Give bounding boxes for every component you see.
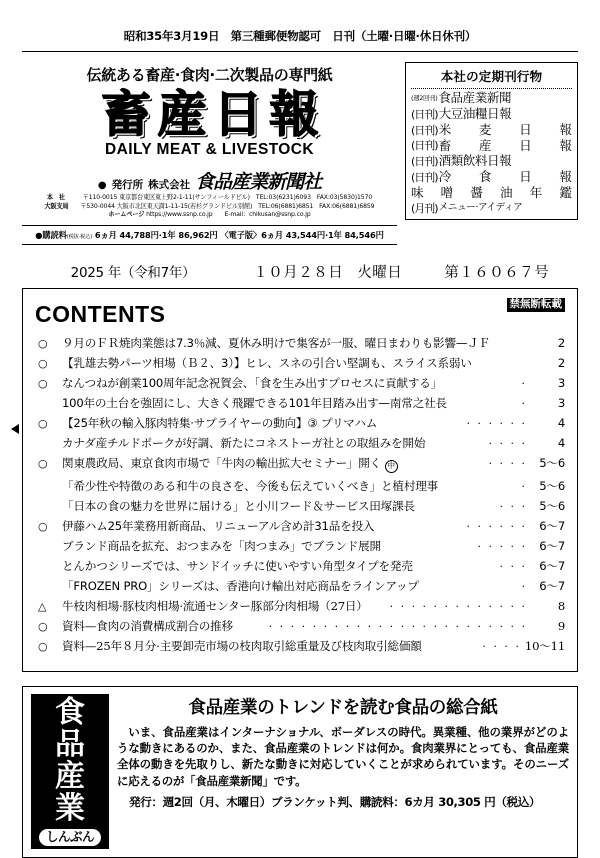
tagline: 伝統ある畜産·食肉·二次製品の専門紙 — [86, 66, 333, 84]
publication-name: 酒類飲料日報 — [438, 153, 512, 169]
publication-item[interactable] — [411, 121, 572, 137]
price-tax-note: (税抜·税込) — [66, 233, 93, 240]
contents-header — [35, 297, 565, 328]
dateline-year: 2025 年（令和7年） — [70, 264, 196, 281]
toc-page-number: 6〜7 — [539, 559, 565, 574]
toc-page-number: 6〜7 — [539, 579, 565, 594]
toc-entry-title: 【25年秋の輸入豚肉特集·サプライヤーの動向】③ プリマハム — [62, 415, 378, 430]
publication-item[interactable] — [411, 105, 572, 121]
publication-item[interactable] — [411, 92, 572, 105]
advertisement-box[interactable] — [22, 686, 578, 858]
toc-entry-title: 「希少性や特徴のある和牛の良さを、今後も伝えていくべき」と植村理事 — [62, 479, 438, 494]
dateline-date: １０月２８日 — [253, 264, 344, 281]
toc-leader-dots: · — [521, 377, 527, 389]
publication-name: 大豆油糧日報 — [438, 105, 512, 121]
toc-bullet-icon: ○ — [38, 336, 48, 350]
toc-leader-dots: · · · · · — [477, 541, 527, 553]
address-web-label: ホームページ — [108, 210, 145, 219]
toc-entry[interactable] — [35, 601, 565, 613]
toc-page-number: 4 — [557, 415, 565, 430]
publisher-row — [22, 167, 397, 194]
toc-page-number: 9 — [557, 619, 565, 634]
toc-page-number: 6〜7 — [539, 519, 565, 534]
toc-leader-dots: · · · · — [482, 641, 521, 652]
publication-frequency: (週2回刊) — [411, 94, 438, 103]
toc-page-number: 4 — [557, 435, 565, 450]
publication-name-char: 米 — [438, 121, 452, 137]
toc-entry-title: 関東農政局、東京食肉市場で「牛肉の輸出拡大セミナー」開く 中 — [62, 458, 398, 473]
toc-leader-dots: · · · · · · — [466, 521, 527, 533]
toc-page-number: 10〜11 — [524, 639, 565, 653]
address-head-label: 本 社 — [46, 193, 65, 202]
publication-name-char: 畜 — [438, 137, 452, 153]
publisher-label: 発行所 — [111, 178, 144, 191]
toc-entry-title: 【乳雄去勢パーツ相場（Ｂ２、3）】ヒレ、スネの引合い堅調も、スライス系弱い — [62, 355, 472, 370]
publication-name-char: 噌 — [440, 184, 454, 200]
toc-leader-dots: · · · · — [488, 457, 527, 469]
publication-name — [411, 184, 572, 200]
publication-name — [438, 121, 572, 137]
publisher-name: 食品産業新聞社 — [195, 170, 322, 193]
toc-page-number: 2 — [557, 335, 565, 350]
publication-name-char: 報 — [559, 169, 572, 185]
toc-leader-dots: · · · · · · · · · · · · · — [389, 601, 527, 613]
publication-item[interactable] — [411, 137, 572, 153]
ad-paragraph: いま、食品産業はインターナショナル、ボーダレスの時代。異業種、他の業界がどのような動きにあるのか、また、食品産業のトレンドは何か。食肉業界にとっても、食品産業全体の動きを先取りし、新たな動きに対応していくことが求められています。そのニーズに応えるのが「食品産業新聞」です。 — [117, 724, 569, 788]
publication-name-char: 味 — [411, 184, 424, 200]
toc-entry[interactable] — [35, 355, 565, 370]
publication-name-char: 日 — [519, 169, 532, 185]
toc-entry-title: ９月のＦＲ焼肉業態は7.3％減、夏休み明けで集客が一服、曜日まわりも影響—ＪＦ — [62, 335, 491, 350]
toc-entry[interactable] — [35, 501, 565, 513]
publication-name-char: 冷 — [438, 169, 452, 185]
ad-body — [117, 694, 569, 849]
toc-entry[interactable] — [35, 581, 565, 593]
toc-bullet-icon: ○ — [38, 520, 48, 534]
toc-entry[interactable] — [35, 541, 565, 553]
contents-box — [22, 288, 578, 672]
address-head-office — [22, 194, 397, 203]
publication-name-char: 年 — [529, 184, 543, 200]
price-label: ●購読料 — [35, 229, 67, 240]
toc-entry[interactable] — [35, 395, 565, 410]
publisher-company-type: 株式会社 — [148, 178, 191, 191]
toc-bullet-icon: ○ — [38, 416, 48, 430]
publications-list — [411, 92, 572, 213]
toc-leader-dots: · · · · · · · · · · · · · · · · · · · · · · · · — [268, 621, 527, 633]
publication-item[interactable] — [411, 155, 572, 168]
address-web — [22, 211, 397, 220]
masthead-left — [22, 60, 405, 245]
publication-name-char: 報 — [559, 137, 572, 153]
toc-leader-dots: · — [521, 397, 527, 409]
publication-frequency: (月刊) — [411, 201, 438, 215]
toc-entry-title: カナダ産チルドポークが好調、新たにコネストーガ社との取組みを開始 — [62, 435, 426, 450]
publication-name-char: 日 — [519, 137, 532, 153]
publication-name-char: 醤 — [470, 184, 483, 200]
publication-frequency: (日刊) — [411, 155, 438, 169]
publication-name-char: 麦 — [478, 121, 492, 137]
publication-frequency: (日刊) — [411, 139, 438, 153]
address-head-value: 〒110-0015 東京都台東区東上野2-1-11(サンフィールドビル) TEL:03(6231)6093 FAX:03(5830)1570 — [82, 193, 373, 202]
toc-entry-title: 資料—食肉の消費構成割合の推移 — [62, 619, 233, 634]
publication-name-char: 日 — [519, 121, 532, 137]
toc-entry-title: 「日本の食の魅力を世界に届ける」と小川フード＆サービス田塚課長 — [62, 499, 415, 514]
toc-leader-dots: · · · · — [488, 437, 527, 449]
left-pointer-icon — [11, 424, 19, 434]
publications-box — [405, 62, 578, 220]
status-badge: 禁無断転載 — [507, 298, 566, 313]
toc-page-number: 8 — [557, 599, 565, 614]
toc-bullet-icon: ○ — [38, 620, 48, 634]
toc-page-number: 5〜6 — [539, 455, 565, 470]
toc-entry[interactable] — [35, 561, 565, 573]
price-divider-bottom — [22, 244, 397, 245]
publications-title: 本社の定期刊行物 — [411, 67, 572, 89]
toc-leader-dots: · · · — [499, 501, 527, 513]
price-divider-top — [22, 225, 397, 226]
toc-entry[interactable] — [35, 375, 565, 390]
toc-page-number: 5〜6 — [539, 499, 565, 514]
toc-page-number: 3 — [557, 395, 565, 410]
ad-logo — [31, 694, 109, 849]
bullet-icon: ● — [97, 179, 107, 191]
toc-entry[interactable] — [35, 641, 565, 653]
price-digital-label: 〈電子版〉 — [220, 229, 262, 240]
toc-leader-dots: · · · · · · — [466, 417, 527, 429]
publication-name — [438, 171, 572, 184]
toc-page-number: 3 — [557, 375, 565, 390]
toc-leader-dots: · — [521, 581, 527, 593]
toc-entry-title: 資料—25年８月分·主要卸売市場の枝肉取引総重量及び枝肉取引総価額 — [62, 639, 422, 653]
publication-name-char: 食 — [478, 169, 492, 185]
ad-footer-info: 発行：週2回（月、木曜日）ブランケット判、購読料：6カ月 30,305 円（税込） — [129, 794, 541, 809]
publication-name-char: 油 — [500, 184, 513, 200]
publication-name: 食品産業新聞 — [438, 90, 511, 106]
page-title: 畜産日報 — [101, 86, 326, 143]
publication-item[interactable] — [411, 184, 572, 200]
publication-item[interactable] — [411, 171, 572, 184]
toc-entry[interactable] — [35, 435, 565, 450]
publication-name — [438, 137, 572, 153]
toc-entry[interactable] — [35, 621, 565, 633]
address-osaka-label: 大阪支局 — [44, 202, 69, 210]
price-digital: 6ヵ月 43,544円·1年 84,546円 — [261, 229, 384, 240]
toc-entry-title: 「FROZEN PRO」シリーズは、香港向け輸出対応商品をラインアップ — [62, 579, 419, 594]
table-of-contents — [35, 335, 565, 653]
toc-entry-title: 牛枝肉相場·豚枝肉相場·流通センター豚部分肉相場（27日） — [62, 599, 368, 614]
toc-leader-dots: · — [521, 481, 527, 493]
toc-entry-title: なんつねが創業100周年記念祝賀会、「食を生み出すプロセスに貢献する」 — [62, 375, 443, 390]
masthead — [22, 52, 578, 245]
ad-logo-pill: しんぶん — [39, 829, 101, 846]
subscription-price — [22, 229, 397, 241]
address-osaka-value: 〒530-0044 大阪市北区東天満1-11-15(若杉グランドビル別館) TEL:06(6881)6851 FAX:06(6881)6859 — [80, 202, 375, 210]
publication-frequency: (日刊) — [411, 123, 438, 137]
publication-name-char: 鑑 — [559, 184, 572, 200]
ad-logo-char: 食 — [55, 694, 85, 730]
dateline — [0, 261, 600, 282]
page-subtitle: DAILY MEAT & LIVESTOCK — [105, 140, 314, 158]
toc-bullet-icon: ○ — [38, 376, 48, 390]
publication-item[interactable] — [411, 203, 572, 214]
toc-entry-title: とんかつシリーズでは、サンドイッチに使いやすい角型タイプを発売 — [62, 559, 413, 574]
contents-title: CONTENTS — [35, 300, 166, 327]
toc-entry-title: ブランド商品を拡充、おつまみを「肉つまみ」でブランド展開 — [62, 539, 381, 554]
publication-name-char: 産 — [478, 137, 492, 153]
price-print: 6ヵ月 44,788円·1年 86,962円 — [94, 229, 218, 240]
toc-bullet-icon: ○ — [38, 456, 48, 470]
postal-approval-notice: 昭和35年3月19日 第三種郵便物認可 日刊（土曜·日曜·休日休刊） — [123, 29, 477, 43]
toc-entry[interactable] — [35, 415, 565, 430]
toc-bullet-icon: ○ — [38, 640, 48, 653]
toc-entry-title: 100年の土台を強固にし、大きく飛躍できる101年目踏み出す—南常之社長 — [62, 395, 447, 410]
toc-bullet-icon: ○ — [38, 356, 48, 370]
dateline-weekday: 火曜日 — [357, 264, 403, 281]
ad-logo-char: 品 — [55, 726, 85, 762]
contents-section — [22, 288, 578, 672]
ad-headline: 食品産業のトレンドを読む食品の総合紙 — [188, 697, 498, 718]
ad-logo-pill-wrap — [31, 827, 109, 849]
toc-bullet-icon: △ — [38, 600, 47, 614]
toc-entry[interactable] — [35, 335, 565, 350]
publication-frequency: (日刊) — [411, 170, 438, 184]
toc-entry[interactable] — [35, 481, 565, 493]
dateline-issue-number: 第１６０６７号 — [444, 264, 550, 281]
toc-entry[interactable] — [35, 521, 565, 533]
circled-naka-icon: 中 — [385, 460, 398, 473]
toc-leader-dots: · · · — [499, 561, 527, 573]
toc-page-number: 6〜7 — [539, 539, 565, 554]
ad-logo-char: 業 — [55, 790, 85, 826]
publication-name: メニュー·アイディア — [438, 202, 523, 214]
address-web-value[interactable]: https://www.ssnp.co.jp E-mail：chikusan@ssnp.co.jp — [146, 210, 311, 219]
ad-logo-char: 産 — [55, 758, 85, 794]
title-block — [22, 86, 397, 159]
toc-page-number: 2 — [557, 355, 565, 370]
publication-name-char: 報 — [559, 121, 572, 137]
toc-page-number: 5〜6 — [539, 479, 565, 494]
toc-entry[interactable] — [35, 455, 565, 473]
ad-logo-characters — [31, 694, 109, 827]
publication-frequency: (日刊) — [411, 107, 438, 121]
toc-entry-title: 伊藤ハム25年業務用新商品、リニューアル含め計31品を投入 — [62, 519, 375, 534]
